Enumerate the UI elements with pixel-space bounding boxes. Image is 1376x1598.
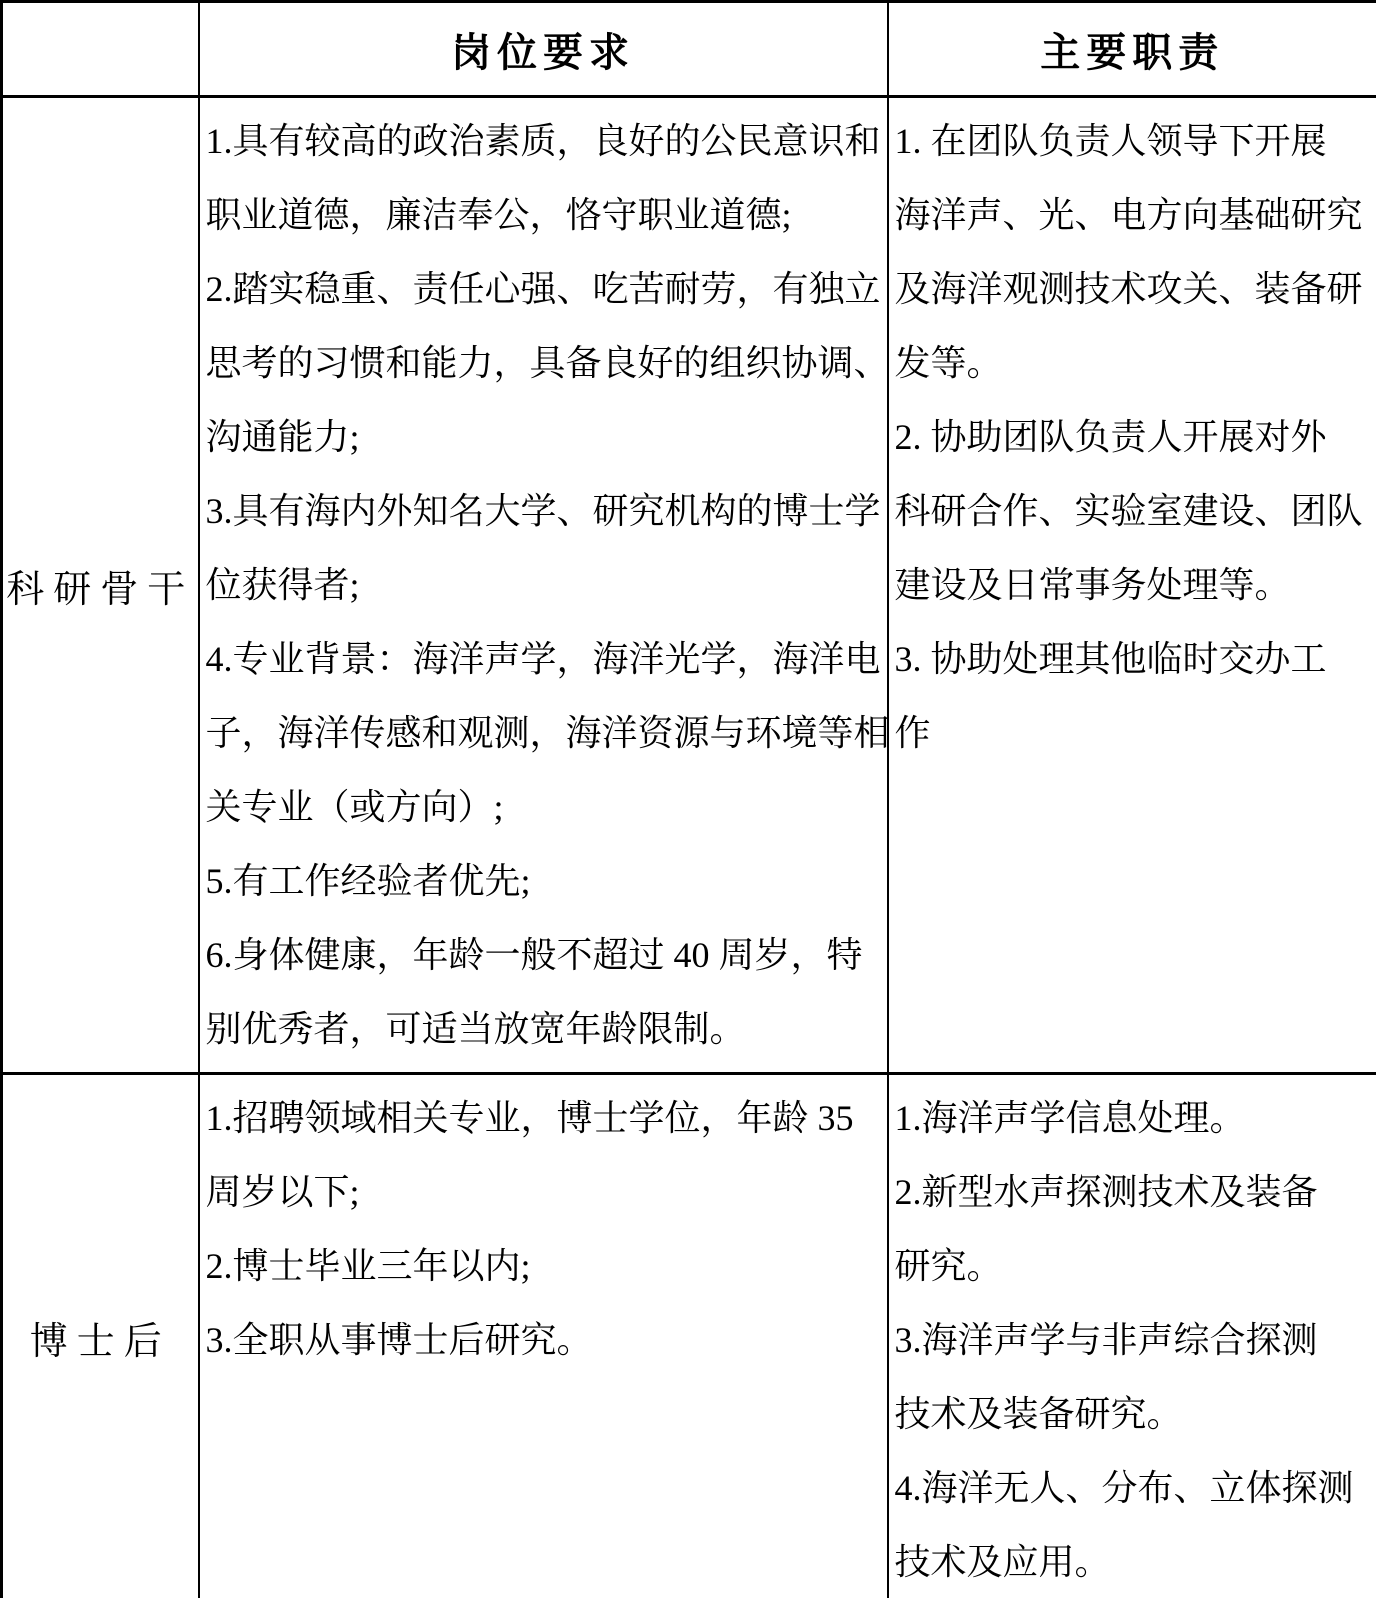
text-line: 技术及装备研究。 xyxy=(894,1394,1183,1434)
text-line: 1.招聘领域相关专业，博士学位，年龄 35 xyxy=(205,1098,854,1138)
table-header-row xyxy=(2,2,1376,97)
text-line: 及海洋观测技术攻关、装备研 xyxy=(894,269,1363,309)
table-row-research-backbone xyxy=(2,97,1376,1074)
postdoc-requirements-cell xyxy=(199,1074,888,1598)
row-label-research-backbone: 科研骨干 xyxy=(2,97,199,1074)
text-line: 4.专业背景：海洋声学，海洋光学，海洋电 xyxy=(205,639,881,679)
text-line: 2.踏实稳重、责任心强、吃苦耐劳，有独立 xyxy=(205,269,881,309)
text-line: 建设及日常事务处理等。 xyxy=(894,565,1291,605)
text-line: 思考的习惯和能力，具备良好的组织协调、 xyxy=(205,343,890,383)
text-line: 子，海洋传感和观测，海洋资源与环境等相 xyxy=(205,713,890,753)
text-line: 3.海洋声学与非声综合探测 xyxy=(894,1320,1318,1360)
text-line: 研究。 xyxy=(894,1246,1003,1286)
text-line: 科研合作、实验室建设、团队 xyxy=(894,491,1363,531)
header-duties: 主要职责 xyxy=(888,2,1376,97)
text-line: 发等。 xyxy=(894,343,1003,383)
research-backbone-duties-cell xyxy=(888,97,1376,1074)
header-corner-cell xyxy=(2,2,199,97)
text-line: 2. 协助团队负责人开展对外 xyxy=(894,417,1327,457)
text-line: 2.新型水声探测技术及装备 xyxy=(894,1172,1318,1212)
text-line: 3.具有海内外知名大学、研究机构的博士学 xyxy=(205,491,881,531)
header-requirements: 岗位要求 xyxy=(199,2,888,97)
text-line: 3.全职从事博士后研究。 xyxy=(205,1320,593,1360)
row-label-postdoc: 博士后 xyxy=(2,1074,199,1598)
text-line: 周岁以下; xyxy=(205,1172,360,1212)
table-row-postdoc xyxy=(2,1074,1376,1598)
text-line: 别优秀者，可适当放宽年龄限制。 xyxy=(205,1009,746,1049)
text-line: 关专业（或方向）; xyxy=(205,787,504,827)
research-backbone-requirements-cell xyxy=(199,97,888,1074)
text-line: 4.海洋无人、分布、立体探测 xyxy=(894,1468,1354,1508)
text-line: 2.博士毕业三年以内; xyxy=(205,1246,531,1286)
postdoc-duties-cell xyxy=(888,1074,1376,1598)
text-line: 海洋声、光、电方向基础研究 xyxy=(894,195,1363,235)
text-line: 6.身体健康，年龄一般不超过 40 周岁，特 xyxy=(205,935,863,975)
text-line: 位获得者; xyxy=(205,565,360,605)
text-line: 技术及应用。 xyxy=(894,1542,1111,1582)
text-line: 1.海洋声学信息处理。 xyxy=(894,1098,1246,1138)
text-line: 5.有工作经验者优先; xyxy=(205,861,531,901)
text-line: 作 xyxy=(894,713,931,753)
text-line: 1.具有较高的政治素质，良好的公民意识和 xyxy=(205,121,881,161)
text-line: 职业道德，廉洁奉公，恪守职业道德; xyxy=(205,195,792,235)
text-line: 沟通能力; xyxy=(205,417,360,457)
text-line: 3. 协助处理其他临时交办工 xyxy=(894,639,1327,679)
text-line: 1. 在团队负责人领导下开展 xyxy=(894,121,1327,161)
